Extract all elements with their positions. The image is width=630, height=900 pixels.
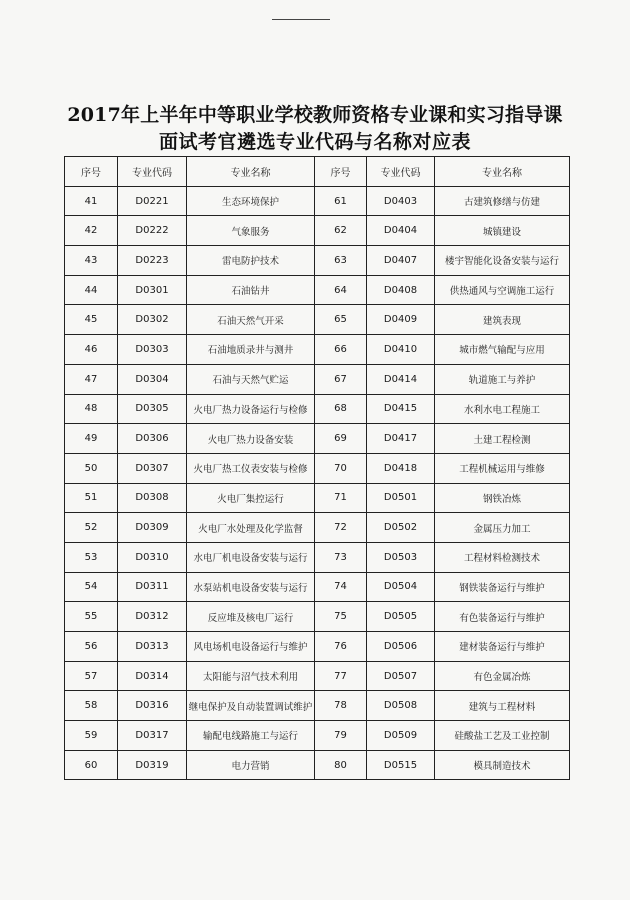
table-row (65, 602, 570, 632)
right-code-cell: D0502 (367, 513, 435, 543)
right-code-cell: D0417 (367, 424, 435, 454)
left-seq-cell: 46 (65, 335, 118, 365)
right-seq-cell: 74 (315, 572, 367, 602)
right-name-cell: 土建工程检测 (435, 424, 570, 454)
right-name-cell: 楼宇智能化设备安装与运行 (435, 246, 570, 276)
left-seq-cell: 48 (65, 394, 118, 424)
header-seq-right: 序号 (315, 157, 367, 187)
left-code-cell: D0308 (118, 483, 187, 513)
left-seq-cell: 50 (65, 453, 118, 483)
right-name-cell: 建材装备运行与维护 (435, 632, 570, 662)
table-row (65, 542, 570, 572)
right-seq-cell: 73 (315, 542, 367, 572)
right-code-cell: D0414 (367, 364, 435, 394)
top-rule (272, 19, 330, 20)
left-name-cell: 石油地质录井与测井 (187, 335, 315, 365)
left-code-cell: D0310 (118, 542, 187, 572)
right-name-cell: 钢铁冶炼 (435, 483, 570, 513)
left-seq-cell: 41 (65, 186, 118, 216)
table-row (65, 335, 570, 365)
right-seq-cell: 80 (315, 750, 367, 780)
left-code-cell: D0309 (118, 513, 187, 543)
left-name-cell: 生态环境保护 (187, 186, 315, 216)
right-code-cell: D0503 (367, 542, 435, 572)
table-row (65, 721, 570, 751)
header-seq-left: 序号 (65, 157, 118, 187)
right-code-cell: D0509 (367, 721, 435, 751)
table-row (65, 216, 570, 246)
header-name-left: 专业名称 (187, 157, 315, 187)
right-seq-cell: 77 (315, 661, 367, 691)
right-name-cell: 金属压力加工 (435, 513, 570, 543)
right-seq-cell: 72 (315, 513, 367, 543)
left-code-cell: D0301 (118, 275, 187, 305)
left-code-cell: D0303 (118, 335, 187, 365)
left-name-cell: 火电厂热工仪表安装与检修 (187, 453, 315, 483)
right-name-cell: 有色装备运行与维护 (435, 602, 570, 632)
left-name-cell: 反应堆及核电厂运行 (187, 602, 315, 632)
table-row (65, 453, 570, 483)
left-code-cell: D0221 (118, 186, 187, 216)
left-code-cell: D0223 (118, 246, 187, 276)
left-code-cell: D0313 (118, 632, 187, 662)
page-title-line-1: 2017年上半年中等职业学校教师资格专业课和实习指导课 (67, 104, 563, 126)
left-code-cell: D0222 (118, 216, 187, 246)
right-seq-cell: 67 (315, 364, 367, 394)
table-row (65, 632, 570, 662)
right-name-cell: 城镇建设 (435, 216, 570, 246)
right-code-cell: D0505 (367, 602, 435, 632)
right-code-cell: D0506 (367, 632, 435, 662)
left-code-cell: D0305 (118, 394, 187, 424)
left-code-cell: D0312 (118, 602, 187, 632)
right-code-cell: D0408 (367, 275, 435, 305)
left-code-cell: D0317 (118, 721, 187, 751)
page-title-line-2: 面试考官遴选专业代码与名称对应表 (158, 131, 471, 153)
left-code-cell: D0302 (118, 305, 187, 335)
right-seq-cell: 65 (315, 305, 367, 335)
left-name-cell: 雷电防护技术 (187, 246, 315, 276)
left-name-cell: 火电厂水处理及化学监督 (187, 513, 315, 543)
right-name-cell: 硅酸盐工艺及工业控制 (435, 721, 570, 751)
left-name-cell: 电力营销 (187, 750, 315, 780)
left-name-cell: 水电厂机电设备安装与运行 (187, 542, 315, 572)
right-code-cell: D0501 (367, 483, 435, 513)
right-name-cell: 工程材料检测技术 (435, 542, 570, 572)
left-seq-cell: 47 (65, 364, 118, 394)
left-code-cell: D0306 (118, 424, 187, 454)
right-code-cell: D0515 (367, 750, 435, 780)
right-name-cell: 供热通风与空调施工运行 (435, 275, 570, 305)
left-code-cell: D0319 (118, 750, 187, 780)
header-code-left: 专业代码 (118, 157, 187, 187)
left-seq-cell: 51 (65, 483, 118, 513)
left-code-cell: D0316 (118, 691, 187, 721)
left-name-cell: 太阳能与沼气技术利用 (187, 661, 315, 691)
table-row (65, 572, 570, 602)
left-seq-cell: 45 (65, 305, 118, 335)
left-name-cell: 输配电线路施工与运行 (187, 721, 315, 751)
left-seq-cell: 57 (65, 661, 118, 691)
left-code-cell: D0307 (118, 453, 187, 483)
major-code-table (64, 156, 570, 780)
left-seq-cell: 54 (65, 572, 118, 602)
right-seq-cell: 62 (315, 216, 367, 246)
right-name-cell: 水利水电工程施工 (435, 394, 570, 424)
right-seq-cell: 70 (315, 453, 367, 483)
right-name-cell: 城市燃气输配与应用 (435, 335, 570, 365)
right-name-cell: 建筑与工程材料 (435, 691, 570, 721)
table-row (65, 424, 570, 454)
left-name-cell: 火电厂热力设备运行与检修 (187, 394, 315, 424)
right-name-cell: 模具制造技术 (435, 750, 570, 780)
right-seq-cell: 76 (315, 632, 367, 662)
left-seq-cell: 52 (65, 513, 118, 543)
left-name-cell: 火电厂热力设备安装 (187, 424, 315, 454)
table-row (65, 394, 570, 424)
right-code-cell: D0504 (367, 572, 435, 602)
left-code-cell: D0311 (118, 572, 187, 602)
table-row (65, 186, 570, 216)
table-row (65, 275, 570, 305)
left-seq-cell: 53 (65, 542, 118, 572)
left-name-cell: 石油与天然气贮运 (187, 364, 315, 394)
right-seq-cell: 79 (315, 721, 367, 751)
right-seq-cell: 61 (315, 186, 367, 216)
right-code-cell: D0407 (367, 246, 435, 276)
left-seq-cell: 55 (65, 602, 118, 632)
right-name-cell: 轨道施工与养护 (435, 364, 570, 394)
right-seq-cell: 71 (315, 483, 367, 513)
left-seq-cell: 59 (65, 721, 118, 751)
table-row (65, 246, 570, 276)
table-row (65, 483, 570, 513)
right-seq-cell: 68 (315, 394, 367, 424)
right-name-cell: 工程机械运用与维修 (435, 453, 570, 483)
right-name-cell: 古建筑修缮与仿建 (435, 186, 570, 216)
right-name-cell: 建筑表现 (435, 305, 570, 335)
right-seq-cell: 63 (315, 246, 367, 276)
header-name-right: 专业名称 (435, 157, 570, 187)
right-code-cell: D0415 (367, 394, 435, 424)
left-name-cell: 继电保护及自动装置调试维护 (187, 691, 315, 721)
table-row (65, 661, 570, 691)
left-code-cell: D0314 (118, 661, 187, 691)
right-code-cell: D0404 (367, 216, 435, 246)
right-name-cell: 钢铁装备运行与维护 (435, 572, 570, 602)
right-seq-cell: 75 (315, 602, 367, 632)
right-code-cell: D0418 (367, 453, 435, 483)
left-name-cell: 石油钻井 (187, 275, 315, 305)
left-seq-cell: 58 (65, 691, 118, 721)
right-code-cell: D0507 (367, 661, 435, 691)
table-row (65, 513, 570, 543)
right-seq-cell: 78 (315, 691, 367, 721)
right-code-cell: D0508 (367, 691, 435, 721)
left-name-cell: 石油天然气开采 (187, 305, 315, 335)
left-seq-cell: 44 (65, 275, 118, 305)
table-header-row (65, 157, 570, 187)
left-name-cell: 风电场机电设备运行与维护 (187, 632, 315, 662)
header-code-right: 专业代码 (367, 157, 435, 187)
right-seq-cell: 64 (315, 275, 367, 305)
left-seq-cell: 43 (65, 246, 118, 276)
right-code-cell: D0403 (367, 186, 435, 216)
table-row (65, 305, 570, 335)
left-name-cell: 气象服务 (187, 216, 315, 246)
table-row (65, 691, 570, 721)
right-code-cell: D0410 (367, 335, 435, 365)
right-seq-cell: 69 (315, 424, 367, 454)
right-name-cell: 有色金属冶炼 (435, 661, 570, 691)
left-name-cell: 火电厂集控运行 (187, 483, 315, 513)
right-code-cell: D0409 (367, 305, 435, 335)
left-name-cell: 水泵站机电设备安装与运行 (187, 572, 315, 602)
table-row (65, 750, 570, 780)
left-seq-cell: 56 (65, 632, 118, 662)
left-seq-cell: 60 (65, 750, 118, 780)
left-seq-cell: 49 (65, 424, 118, 454)
right-seq-cell: 66 (315, 335, 367, 365)
table-row (65, 364, 570, 394)
left-seq-cell: 42 (65, 216, 118, 246)
left-code-cell: D0304 (118, 364, 187, 394)
